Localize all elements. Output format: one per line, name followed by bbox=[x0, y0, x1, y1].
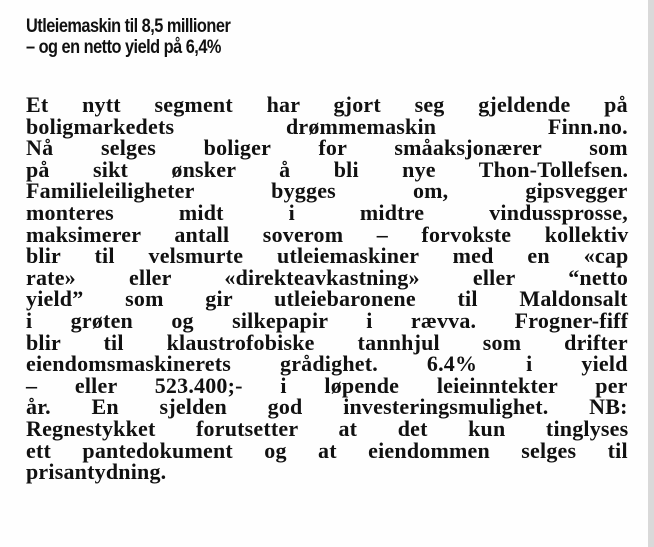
body-line: i grøten og silkepapir i rævva. Frogner-fiff bbox=[26, 307, 629, 333]
body-line: år. En sjelden god investeringsmulighet. NB: bbox=[26, 394, 628, 420]
headline-line: – og en netto yield på 6,4% bbox=[26, 37, 221, 58]
body-line: blir til klaustrofobiske tannhjul som drifter bbox=[26, 329, 628, 355]
body-line: boligmarkedets drømmemaskin Finn.no. bbox=[26, 113, 628, 139]
body-line: prisantydning. bbox=[26, 459, 167, 485]
body-line: Et nytt segment har gjort seg gjeldende på bbox=[26, 92, 628, 117]
body-line: rate» eller «direkteavkastning» eller “netto bbox=[26, 264, 629, 290]
body-line: blir til velsmurte utleiemaskiner med en «cap bbox=[26, 243, 629, 269]
body-line: monteres midt i midtre vindussprosse, bbox=[26, 199, 628, 225]
article-headline bbox=[26, 16, 508, 58]
article-body bbox=[26, 94, 628, 483]
headline-line: Utleiemaskin til 8,5 millioner bbox=[26, 16, 231, 37]
body-line: ett pantedokument og at eiendommen selges til bbox=[26, 437, 628, 463]
body-line: yield” som gir utleiebaronene til Maldonsalt bbox=[26, 286, 628, 312]
body-line: Nå selges boliger for småaksjonærer som bbox=[26, 135, 628, 161]
body-line: Regnestykket forutsetter at det kun tinglyses bbox=[26, 415, 629, 441]
body-line: maksimerer antall soverom – forvokste kollektiv bbox=[26, 221, 629, 247]
body-line: på sikt ønsker å bli nye Thon-Tollefsen. bbox=[26, 156, 629, 182]
body-line: eiendomsmaskinerets grådighet. 6.4% i yield bbox=[26, 351, 628, 377]
body-line: – eller 523.400;- i løpende leieinntekter per bbox=[26, 372, 628, 398]
body-line: Familieleiligheter bygges om, gipsvegger bbox=[26, 178, 628, 204]
